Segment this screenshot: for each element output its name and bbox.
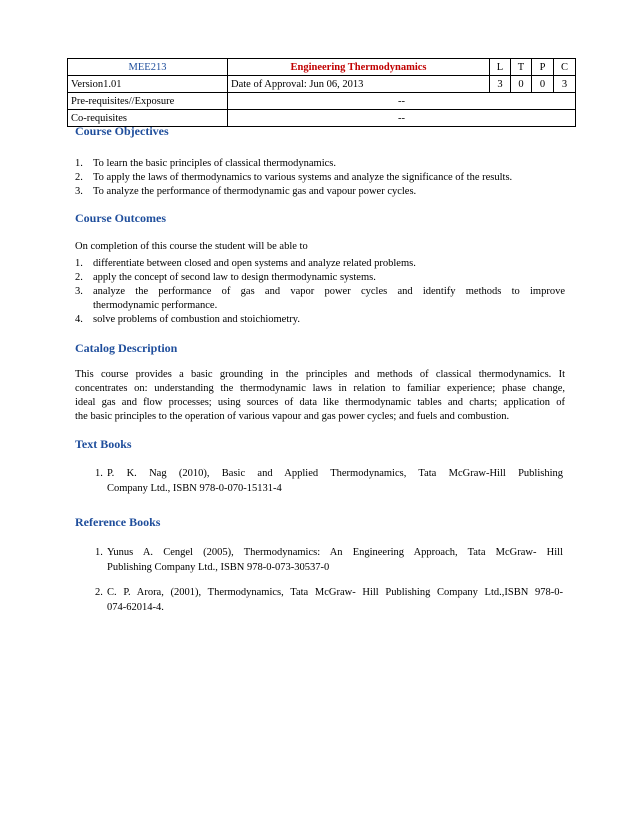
prereq-value: -- [228,93,576,110]
item-number: 3. [75,186,83,197]
reference-book-entry [95,585,563,615]
course-row-title [68,59,576,76]
item-text: To apply the laws of thermodynamics to various systems and analyze the significance of the results. [93,172,513,183]
item-number: 2. [75,172,83,183]
objectives-heading: Course Objectives [75,124,169,138]
catalog-line: the basic principles to the operation of various vapour and gas power cycles; and fuels and combustion. [75,411,510,422]
item-text: To learn the basic principles of classical thermodynamics. [93,158,337,169]
catalog-description [75,368,565,424]
ltpc-value-p: 0 [532,76,554,93]
item-number: 1. [95,468,103,479]
course-row-version [68,76,576,93]
coreq-value: -- [228,110,576,127]
list-item [75,257,565,271]
item-text: analyze the performance of gas and vapor power cycles and identify methods to improve [93,286,565,297]
book-line: Yunus A. Cengel (2005), Thermodynamics: An Engineering Approach, Tata McGraw- Hill [107,547,563,558]
item-number: 3. [75,286,83,297]
outcomes-list [75,257,565,327]
ltpc-label-p: P [532,59,554,76]
item-text: apply the concept of second law to design thermodynamic systems. [93,272,376,283]
catalog-line: This course provides a basic grounding in the principles and methods of classical thermodynamics. It [75,369,565,380]
item-text: differentiate between closed and open systems and analyze related problems. [93,258,416,269]
coreq-label: Co-requisites [68,110,228,127]
book-line: P. K. Nag (2010), Basic and Applied Thermodynamics, Tata McGraw-Hill Publishing [107,468,563,479]
ltpc-label-l: L [490,59,511,76]
catalog-heading: Catalog Description [75,341,178,355]
item-text-continued: thermodynamic performance. [93,300,218,311]
outcomes-heading: Course Outcomes [75,211,166,225]
item-number: 2. [95,587,103,598]
book-line-continued: 074-62014-4. [107,602,164,613]
item-text: To analyze the performance of thermodynamic gas and vapour power cycles. [93,186,417,197]
ltpc-value-l: 3 [490,76,511,93]
book-line-continued: Publishing Company Ltd., ISBN 978-0-073-30537-0 [107,562,330,573]
ltpc-value-t: 0 [511,76,532,93]
catalog-line: concentrates on: understanding the thermodynamic laws in relation to familiar experience; phase change, [75,383,565,394]
list-item [75,285,565,313]
book-line-continued: Company Ltd., ISBN 978-0-070-15131-4 [107,483,282,494]
item-number: 2. [75,272,83,283]
course-code: MEE213 [68,59,228,76]
prereq-label: Pre-requisites//Exposure [68,93,228,110]
item-number: 4. [75,314,83,325]
ltpc-label-t: T [511,59,532,76]
course-row-prereq [68,93,576,110]
item-number: 1. [95,547,103,558]
book-line: C. P. Arora, (2001), Thermodynamics, Tata McGraw- Hill Publishing Company Ltd.,ISBN 978-0- [107,587,563,598]
outcomes-intro: On completion of this course the student will be able to [75,241,308,252]
item-number: 1. [75,258,83,269]
item-number: 1. [75,158,83,169]
ltpc-label-c: C [554,59,576,76]
catalog-line: ideal gas and flow processes; using sources of data like thermodynamic tables and charts; application of [75,397,565,408]
objectives-list [75,157,565,199]
version: Version1.01 [68,76,228,93]
approval-date: Date of Approval: Jun 06, 2013 [228,76,490,93]
text-books-heading: Text Books [75,437,132,451]
list-item [75,157,565,171]
text-book-entry [95,466,563,496]
list-item [75,313,565,327]
list-item [75,271,565,285]
list-item [75,185,565,199]
item-text: solve problems of combustion and stoichiometry. [93,314,300,325]
reference-books-heading: Reference Books [75,515,161,529]
list-item [75,171,565,185]
ltpc-value-c: 3 [554,76,576,93]
course-title: Engineering Thermodynamics [228,59,490,76]
course-header-table [67,58,576,127]
reference-book-entry [95,545,563,575]
